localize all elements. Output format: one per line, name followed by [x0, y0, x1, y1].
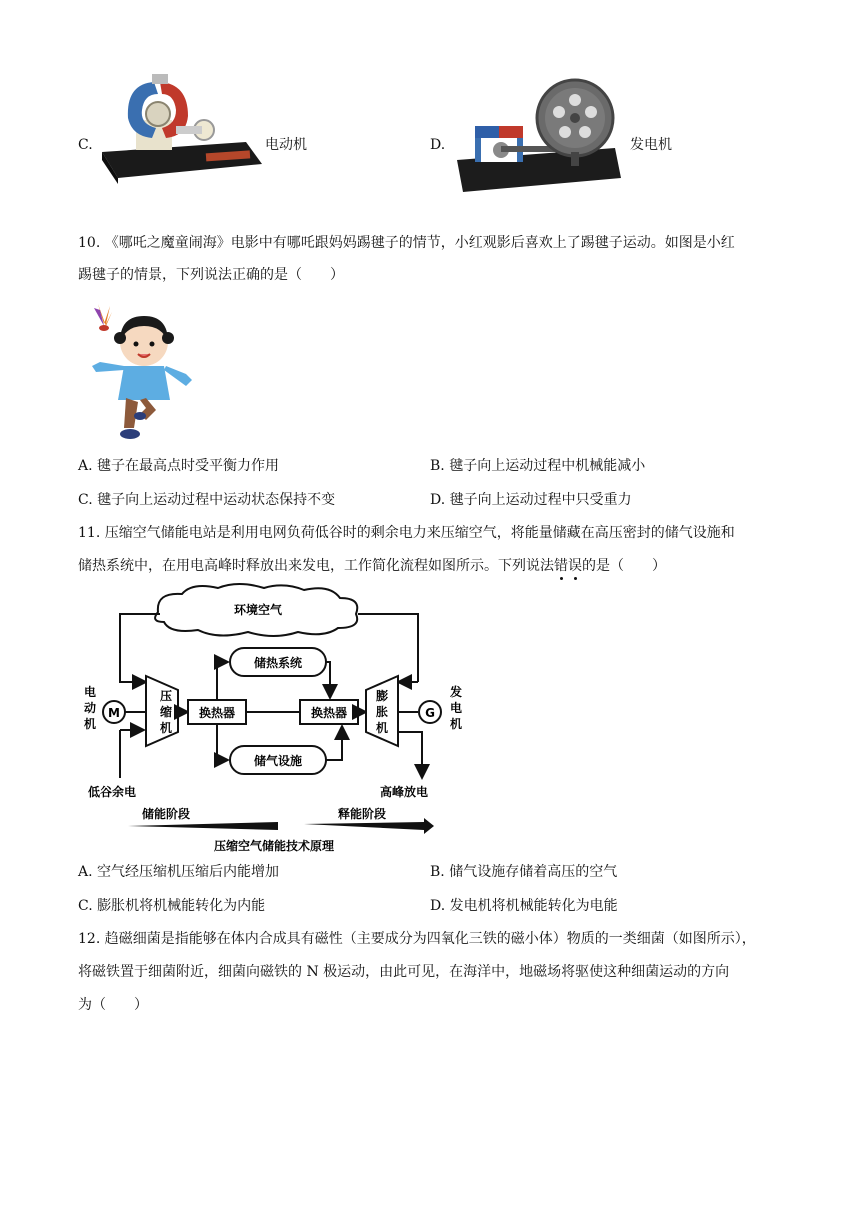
- emphasis-char-1: 错: [554, 558, 568, 574]
- expander-label-1: 膨: [376, 689, 389, 703]
- generator-side-label-1: 发: [450, 685, 463, 699]
- cloud-label: 环境空气: [233, 603, 283, 617]
- generator-image: [455, 78, 625, 194]
- q11-option-d: D. 发电机将机械能转化为电能: [430, 898, 618, 914]
- girl-kicking-shuttlecock-image: [86, 298, 196, 446]
- motor-side-label-1: 电: [84, 685, 97, 699]
- generator-side-label-2: 电: [450, 701, 463, 715]
- heat-exchanger-right-label: 换热器: [310, 706, 348, 720]
- motor-side-label-3: 机: [84, 717, 97, 731]
- stage-release-label: 释能阶段: [338, 807, 387, 821]
- compressed-air-storage-diagram: [78, 582, 470, 854]
- stage-store-arrow: [128, 822, 278, 830]
- q12-stem-line1: 12. 趋磁细菌是指能够在体内合成具有磁性（主要成分为四氧化三铁的磁小体）物质的一类细菌（如图所示），: [78, 931, 756, 947]
- motor-symbol: M: [108, 706, 120, 720]
- q11-stem-line2: 储热系统中，在用电高峰时释放出来发电，工作简化流程如图所示。下列说法错误的是（ ）: [78, 558, 666, 574]
- motor-side-label-2: 动: [84, 701, 97, 715]
- q11-stem-line1: 11. 压缩空气储能电站是利用电网负荷低谷时的剩余电力来压缩空气，将能量储藏在高压密封的储气设施和: [78, 525, 735, 541]
- generator-symbol: G: [425, 706, 435, 720]
- q10-option-d: D. 毽子向上运动过程中只受重力: [430, 492, 632, 508]
- expander-label-2: 胀: [376, 705, 389, 719]
- compressor-label-1: 压: [160, 689, 173, 703]
- q12-stem-line3: 为（ ）: [78, 997, 148, 1013]
- q10-option-a: A. 毽子在最高点时受平衡力作用: [78, 458, 280, 474]
- q9-option-d-letter: D.: [430, 137, 446, 153]
- emphasis-char-2: 误: [568, 558, 582, 574]
- compressor-label-2: 缩: [160, 705, 173, 719]
- output-label: 高峰放电: [380, 785, 429, 799]
- heat-exchanger-left-label: 换热器: [198, 706, 236, 720]
- q10-stem-line2: 踢毽子的情景，下列说法正确的是（ ）: [78, 267, 344, 283]
- heat-storage-label: 储热系统: [253, 656, 303, 670]
- q9-option-d-label: 发电机: [630, 137, 672, 153]
- q12-stem-line2: 将磁铁置于细菌附近，细菌向磁铁的 N 极运动，由此可见，在海洋中，地磁场将驱使这种细菌运动的方向: [78, 964, 730, 980]
- expander-label-3: 机: [376, 721, 389, 735]
- q11-option-a: A. 空气经压缩机压缩后内能增加: [78, 864, 280, 880]
- q10-option-c: C. 毽子向上运动过程中运动状态保持不变: [78, 492, 336, 508]
- stage-store-label: 储能阶段: [142, 807, 191, 821]
- q11-option-b: B. 储气设施存储着高压的空气: [430, 864, 618, 880]
- q9-option-c-letter: C.: [78, 137, 93, 153]
- generator-side-label-3: 机: [450, 717, 463, 731]
- input-label: 低谷余电: [88, 785, 137, 799]
- q10-stem-line1: 10. 《哪吒之魔童闹海》电影中有哪吒跟妈妈踢毽子的情节，小红观影后喜欢上了踢毽子运动。如图是小红: [78, 235, 735, 251]
- compressor-label-3: 机: [160, 721, 173, 735]
- diagram-caption: 压缩空气储能技术原理: [213, 839, 335, 853]
- q11-option-c: C. 膨胀机将机械能转化为内能: [78, 898, 266, 914]
- q10-option-b: B. 毽子向上运动过程中机械能减小: [430, 458, 646, 474]
- gas-storage-label: 储气设施: [253, 754, 303, 768]
- q9-option-c-label: 电动机: [265, 137, 307, 153]
- electric-motor-image: [96, 72, 266, 184]
